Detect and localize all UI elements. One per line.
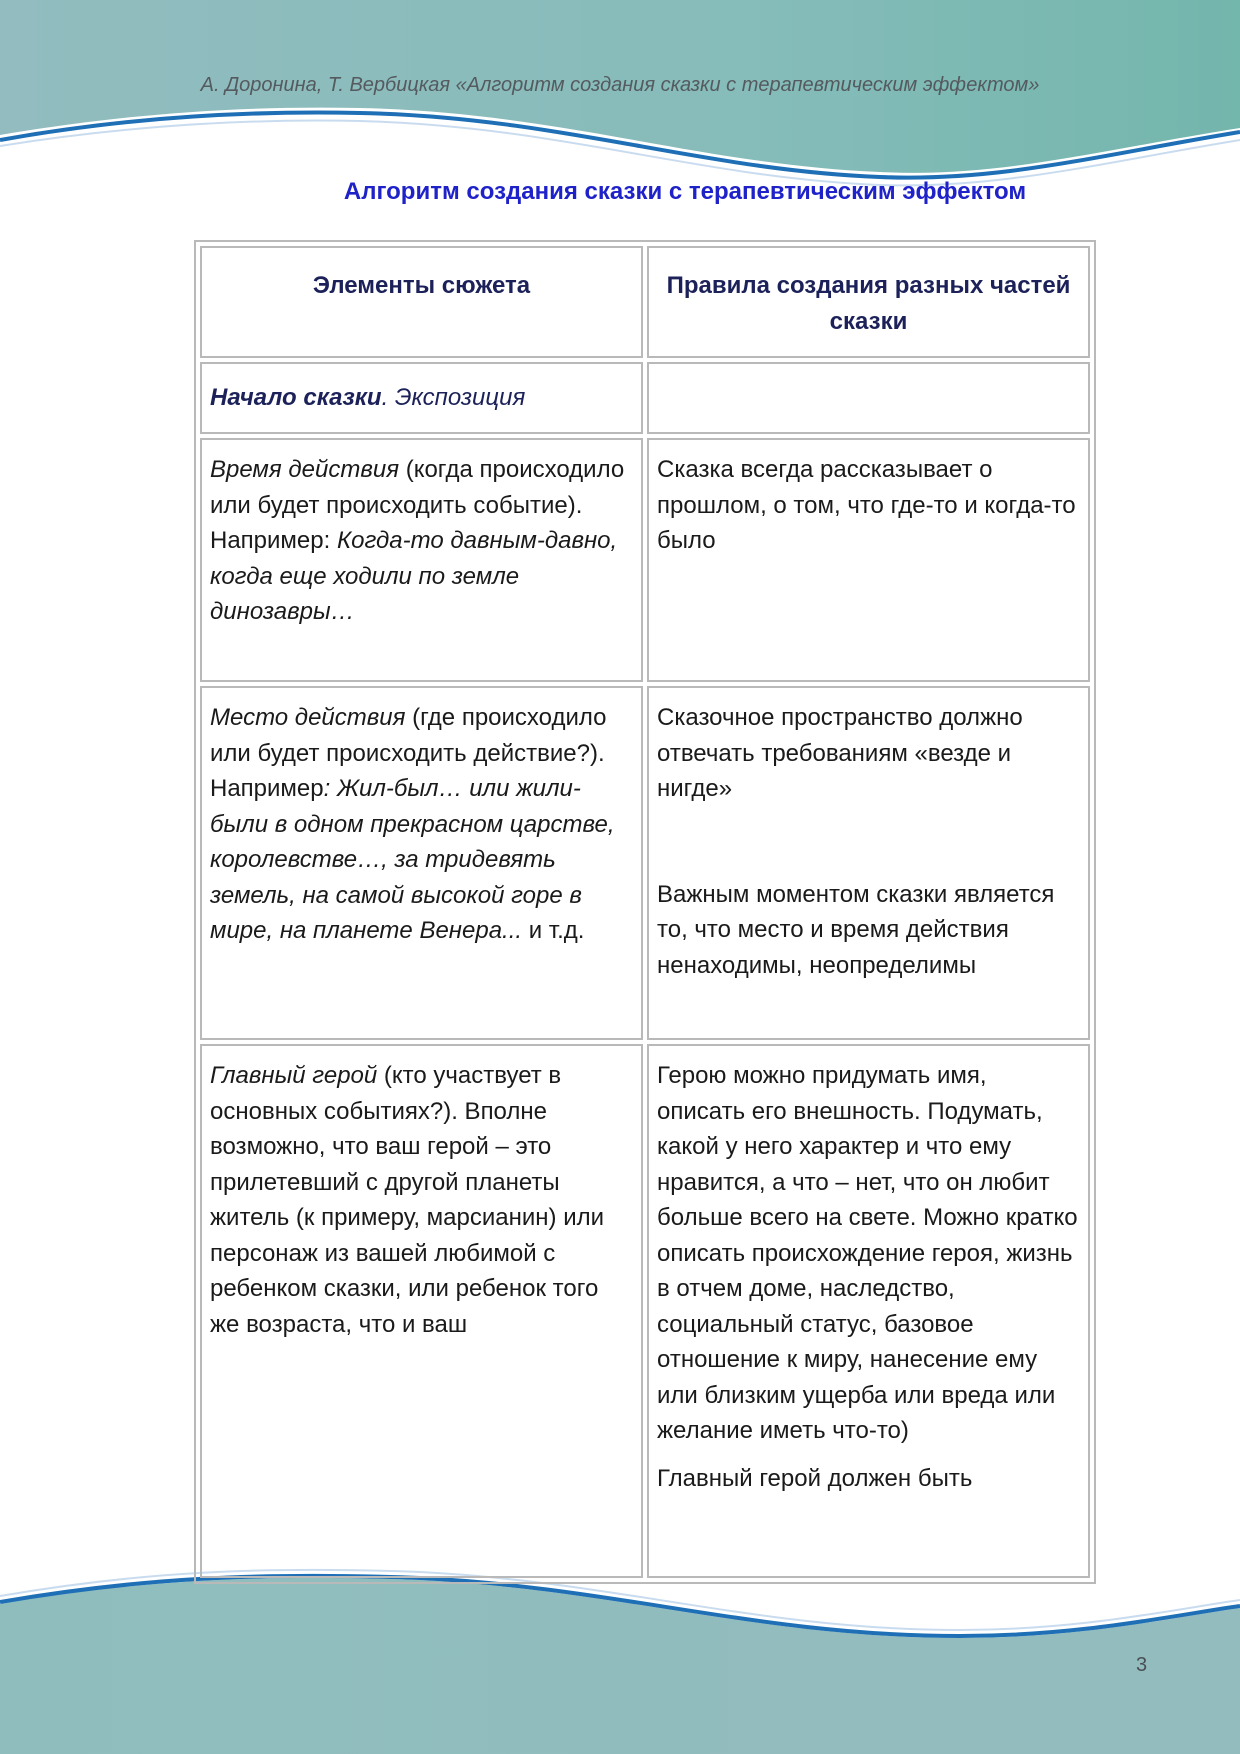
- section-empty-cell: [647, 362, 1090, 434]
- hero-term: Главный герой: [210, 1062, 378, 1089]
- section-label-bold: Начало сказки: [210, 384, 382, 411]
- column-header-creation-rules: Правила создания разных частей сказки: [647, 246, 1090, 358]
- time-element-cell: [200, 438, 643, 682]
- page-number: 3: [1136, 1654, 1148, 1676]
- place-rule-text-1: Сказочное пространство должно отвечать требованиям «везде и нигде»: [657, 704, 1023, 802]
- place-rule-cell: [647, 686, 1090, 1040]
- time-rule-text: Сказка всегда рассказывает о прошлом, о том, что где-то и когда-то было: [657, 456, 1076, 554]
- place-example: : Жил-был… или жили-были в одном прекрасном царстве, королевстве…, за тридевять земель, на самой высокой горе в мире, на планете Венера...: [210, 775, 615, 944]
- time-rule-cell: [647, 438, 1090, 682]
- place-term: Место действия: [210, 704, 406, 731]
- time-example: Когда-то давным-давно, когда еще ходили по земле динозавры…: [210, 527, 618, 625]
- time-term: Время действия: [210, 456, 400, 483]
- table-row-hero: [200, 1044, 1090, 1578]
- hero-description: (кто участвует в основных событиях?). Вполне возможно, что ваш герой – это прилетевший с другой планеты житель (к примеру, марсианин) или персонаж из вашей любимой с ребенком сказки, или ребенок того же возраста, что и ваш: [210, 1062, 605, 1338]
- table-header-row: [200, 246, 1090, 358]
- section-label: [200, 362, 643, 434]
- bottom-wave-decoration: [0, 1560, 1240, 1754]
- place-description: (где происходило или будет происходить действие?). Например: [210, 704, 607, 802]
- place-element-cell: [200, 686, 643, 1040]
- hero-rule-cell: [647, 1044, 1090, 1578]
- column-header-plot-elements: Элементы сюжета: [200, 246, 643, 358]
- table-row-place: [200, 686, 1090, 1040]
- hero-element-cell: [200, 1044, 643, 1578]
- running-header: А. Доронина, Т. Вербицкая «Алгоритм создания сказки с терапевтическим эффектом»: [200, 74, 1040, 96]
- place-rule-text-2: Важным моментом сказки является то, что место и время действия ненаходимы, неопределимы: [657, 880, 1055, 979]
- place-tail: и т.д.: [522, 917, 585, 944]
- section-label-rest: . Экспозиция: [381, 384, 526, 411]
- hero-rule-text-1: Герою можно придумать имя, описать его внешность. Подумать, какой у него характер и что ему нравится, а что – нет, что он любит больше всего на свете. Можно кратко описать происхождение героя, жизнь в отчем доме, наследство, социальный статус, базовое отношение к миру, нанесение ему или близким ущерба или вреда или желание иметь что-то): [657, 1062, 1078, 1444]
- plot-rules-table: [194, 240, 1096, 1584]
- time-description: (когда происходило или будет происходить событие). Например:: [210, 456, 625, 554]
- table-row-section: [200, 362, 1090, 434]
- hero-rule-text-2: Главный герой должен быть: [657, 1464, 973, 1492]
- table-row-time: [200, 438, 1090, 682]
- page-title: Алгоритм создания сказки с терапевтическим эффектом: [343, 178, 1027, 205]
